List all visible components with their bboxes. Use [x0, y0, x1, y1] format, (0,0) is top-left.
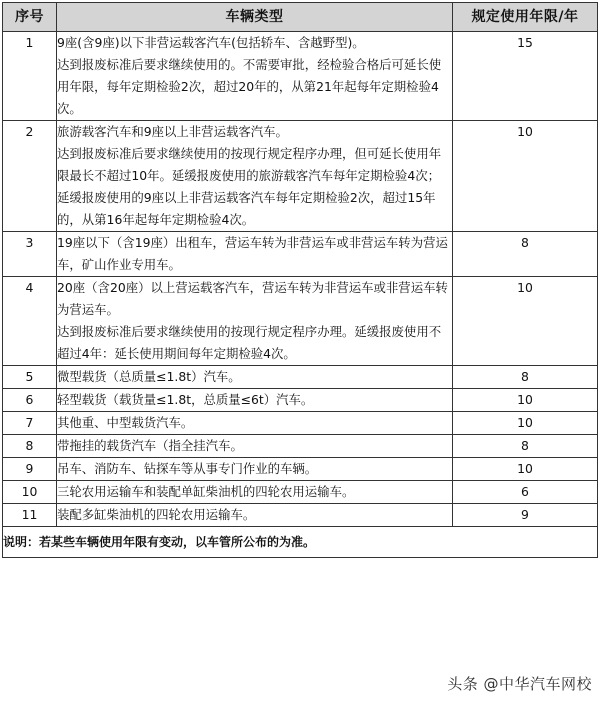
row-index: 7 [3, 412, 57, 435]
row-years: 15 [453, 32, 598, 121]
vehicle-type-line: 达到报废标准后要求继续使用的按现行规定程序办理，但可延长使用年限最长不超过10年。延缓报废使用的旅游载客汽车每年定期检验4次；延缓报废使用的9座以上非营运载客汽车每年定期检验2次，超过15年的，从第16年起每年定期检验4次。 [57, 146, 442, 227]
row-index: 4 [3, 277, 57, 366]
row-vehicle-type [57, 412, 453, 435]
table-row [3, 412, 598, 435]
row-index: 6 [3, 389, 57, 412]
vehicle-type-line: 微型载货（总质量≤1.8t）汽车。 [57, 369, 241, 384]
vehicle-type-line: 轻型载货（载货量≤1.8t，总质量≤6t）汽车。 [57, 392, 314, 407]
row-vehicle-type [57, 121, 453, 232]
table-row [3, 481, 598, 504]
vehicle-type-line: 达到报废标准后要求继续使用的按现行规定程序办理。延缓报废使用不超过4年：延长使用期间每年定期检验4次。 [57, 324, 442, 361]
vehicle-type-line: 吊车、消防车、钻探车等从事专门作业的车辆。 [57, 461, 318, 476]
row-years: 6 [453, 481, 598, 504]
row-vehicle-type [57, 32, 453, 121]
row-years: 8 [453, 435, 598, 458]
note-row [3, 527, 598, 558]
table-row [3, 458, 598, 481]
table-row [3, 389, 598, 412]
row-index: 3 [3, 232, 57, 277]
vehicle-type-line: 19座以下（含19座）出租车，营运车转为非营运车或非营运车转为营运车，矿山作业专用车。 [57, 235, 448, 272]
row-index: 10 [3, 481, 57, 504]
row-index: 8 [3, 435, 57, 458]
row-years: 10 [453, 458, 598, 481]
table-row [3, 32, 598, 121]
table-row [3, 366, 598, 389]
row-years: 10 [453, 412, 598, 435]
vehicle-type-line: 达到报废标准后要求继续使用的。不需要审批，经检验合格后可延长使用年限，每年定期检验2次，超过20年的，从第21年起每年定期检验4次。 [57, 57, 442, 116]
row-index: 2 [3, 121, 57, 232]
header-index: 序号 [3, 3, 57, 32]
vehicle-lifespan-table [2, 2, 598, 558]
row-years: 10 [453, 277, 598, 366]
table-row [3, 504, 598, 527]
row-years: 8 [453, 366, 598, 389]
row-vehicle-type [57, 389, 453, 412]
row-index: 1 [3, 32, 57, 121]
header-vehicle-type: 车辆类型 [57, 3, 453, 32]
table-row [3, 435, 598, 458]
row-vehicle-type [57, 277, 453, 366]
vehicle-type-line: 三轮农用运输车和装配单缸柴油机的四轮农用运输车。 [57, 484, 355, 499]
header-years: 规定使用年限/年 [453, 3, 598, 32]
row-years: 10 [453, 389, 598, 412]
table-row [3, 232, 598, 277]
watermark: 头条 @中华汽车网校 [447, 675, 592, 693]
row-vehicle-type [57, 366, 453, 389]
row-years: 8 [453, 232, 598, 277]
vehicle-type-line: 20座（含20座）以上营运载客汽车，营运车转为非营运车或非营运车转为营运车。 [57, 280, 448, 317]
row-vehicle-type [57, 232, 453, 277]
row-index: 11 [3, 504, 57, 527]
table-header-row [3, 3, 598, 32]
table-row [3, 277, 598, 366]
row-vehicle-type [57, 504, 453, 527]
vehicle-type-line: 装配多缸柴油机的四轮农用运输车。 [57, 507, 256, 522]
table-row [3, 121, 598, 232]
row-vehicle-type [57, 458, 453, 481]
row-vehicle-type [57, 435, 453, 458]
row-index: 5 [3, 366, 57, 389]
row-vehicle-type [57, 481, 453, 504]
row-index: 9 [3, 458, 57, 481]
vehicle-type-line: 旅游载客汽车和9座以上非营运载客汽车。 [57, 124, 288, 139]
table-body [3, 32, 598, 527]
vehicle-type-line: 带拖挂的载货汽车（指全挂汽车。 [57, 438, 243, 453]
vehicle-type-line: 其他重、中型载货汽车。 [57, 415, 194, 430]
row-years: 10 [453, 121, 598, 232]
row-years: 9 [453, 504, 598, 527]
note-text: 说明：若某些车辆使用年限有变动，以车管所公布的为准。 [3, 527, 598, 558]
vehicle-type-line: 9座(含9座)以下非营运载客汽车(包括轿车、含越野型)。 [57, 35, 365, 50]
